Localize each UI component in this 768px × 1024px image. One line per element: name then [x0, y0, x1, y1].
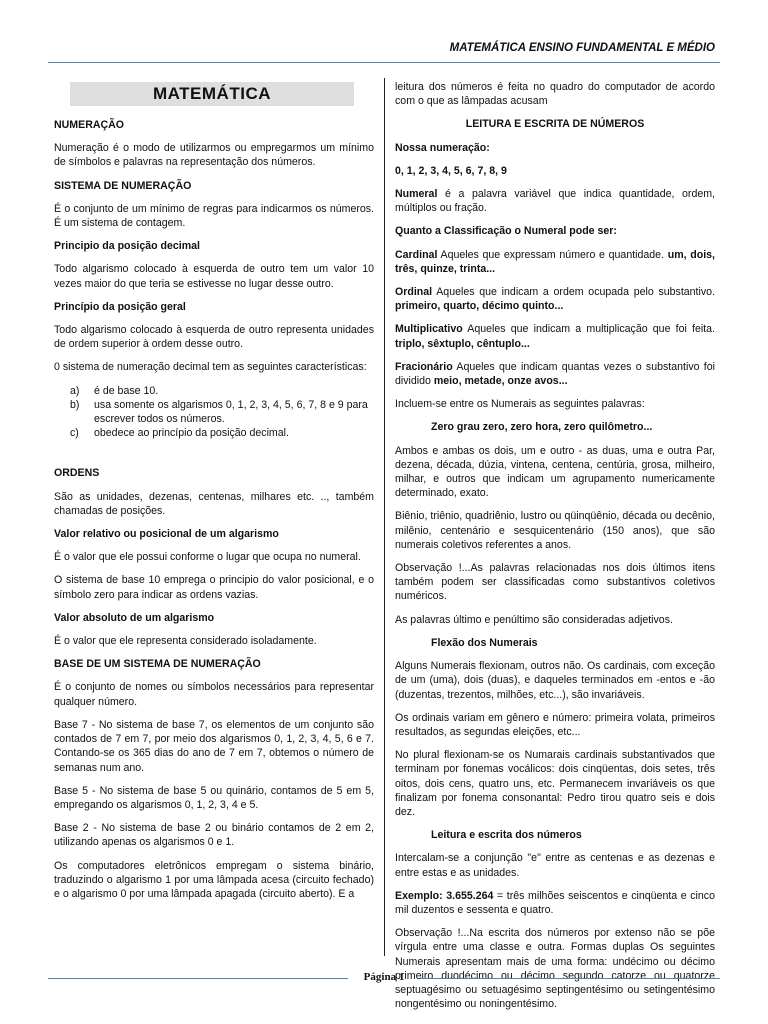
term: Multiplicativo: [395, 323, 463, 336]
paragraph: [395, 248, 715, 276]
definition: Aqueles que indicam a ordem ocupada pelo substantivo.: [432, 286, 715, 299]
examples: primeiro, quarto, décimo quinto...: [395, 300, 564, 313]
list-item-text: é de base 10.: [94, 384, 159, 397]
term: Ordinal: [395, 286, 433, 299]
paragraph: 0 sistema de numeração decimal tem as seguintes características:: [54, 361, 367, 374]
examples: meio, metade, onze avos...: [433, 375, 568, 388]
paragraph: É o valor que ele representa considerado isoladamente.: [54, 635, 317, 648]
paragraph: Observação !...As palavras relacionadas nos dois últimos itens também podem ser classificadas como substantivos coletivos numéricos.: [395, 562, 715, 603]
examples: um, dois, três, quinze, trinta...: [395, 248, 715, 275]
column-divider: [384, 78, 385, 956]
paragraph: No plural flexionam-se os Numarais cardinais substantivados que terminam por fonemas vocálicos: dois cinqüentas, dois setes, três oitos, dois cens, quatro uns, etc. Permanecem invariáveis os que finalizam por fonema consonantal: Pedro tirou quatro seis e dois dez.: [395, 749, 715, 818]
main-title: MATEMÁTICA: [70, 82, 354, 106]
paragraph: São as unidades, dezenas, centenas, milhares etc. .., também chamadas de posições.: [54, 490, 374, 517]
list-item-text: usa somente os algarismos 0, 1, 2, 3, 4, 5, 6, 7, 8 e 9 para escrever todos os números.: [94, 398, 368, 426]
paragraph: Observação !...Na escrita dos números por extenso não se põe vírgula entre uma classe e outra. Formas duplas Os seguintes Numerais apresentam mais de uma forma: undécimo ou décimo primeiro duodécimo ou décimo segundo catorze ou quatorze septuagésimo ou setuagésimo septingentésimo ou setingentésimo nongentésimo ou noningentésimo.: [395, 927, 715, 1011]
right-column: [395, 80, 715, 1020]
paragraph: [395, 889, 715, 917]
paragraph: Incluem-se entre os Numerais as seguintes palavras:: [395, 398, 645, 411]
definition: Aqueles que indicam a multiplicação que foi feita.: [462, 323, 715, 336]
list-item: [54, 398, 374, 426]
page-header: [0, 42, 768, 64]
section-heading: BASE DE UM SISTEMA DE NUMERAÇÃO: [54, 658, 261, 671]
section-heading: Leitura e escrita dos números: [431, 829, 582, 842]
section-heading: Principio da posição decimal: [54, 240, 201, 253]
paragraph: Base 2 - No sistema de base 2 ou binário contamos de 2 em 2, utilizando apenas os algarismos 0 e 1.: [54, 822, 374, 849]
section-heading: NUMERAÇÃO: [54, 119, 125, 131]
characteristics-list: [54, 384, 374, 441]
paragraph: Os computadores eletrônicos empregam o sistema binário, traduzindo o algarismo 1 por uma lâmpada acesa (circuito fechado) e o algarismo 0 por uma lâmpada apagada (circuito aberto). E a: [54, 859, 374, 900]
paragraph: Numeração é o modo de utilizarmos ou empregarmos um mínimo de símbolos e palavras na representação dos números.: [54, 142, 374, 169]
list-marker: b): [70, 398, 80, 411]
paragraph: Ambos e ambas os dois, um e outro - as duas, uma e outra Par, dezena, década, dúzia, vintena, centena, centúria, grosa, milheiro, milhar, e outros que indicam um agrupamento numericamente determinado, exato.: [395, 444, 715, 500]
paragraph: É o valor que ele possui conforme o lugar que ocupa no numeral.: [54, 551, 361, 564]
left-column: [54, 80, 374, 910]
paragraph: As palavras último e penúltimo são consideradas adjetivos.: [395, 613, 673, 626]
paragraph: [395, 187, 715, 215]
paragraph: O sistema de base 10 emprega o principio do valor posicional, e o símbolo zero para indicar as ordens vazias.: [54, 574, 374, 601]
section-heading: ORDENS: [54, 467, 100, 480]
paragraph: [395, 360, 715, 388]
digits-line: 0, 1, 2, 3, 4, 5, 6, 7, 8, 9: [395, 164, 507, 177]
section-heading: SISTEMA DE NUMERAÇÃO: [54, 179, 192, 192]
paragraph: [395, 285, 715, 313]
header-rule: [48, 62, 720, 63]
paragraph: Intercalam-se a conjunção "e" entre as centenas e as dezenas e entre estas e as unidades.: [395, 852, 715, 879]
term: Cardinal: [395, 248, 438, 261]
page-footer: [0, 968, 768, 988]
definition: é a palavra variável que indica quantidade, ordem, múltiplos ou fração.: [395, 188, 715, 215]
list-item: [54, 384, 374, 398]
paragraph: Base 7 - No sistema de base 7, os elementos de um conjunto são contados de 7 em 7, por meio dos algarismos 0, 1, 2, 3, 4, 5, 6 e 7. Contando-se os 365 dias do ano de 7 em 7, obtemos o número de semanas num ano.: [54, 718, 374, 774]
paragraph: Todo algarismo colocado à esquerda de outro tem um valor 10 vezes maior do que teria se estivesse no lugar desse outro.: [54, 263, 374, 290]
term: Numeral: [395, 188, 438, 201]
header-title: MATEMÁTICA ENSINO FUNDAMENTAL E MÉDIO: [449, 42, 715, 54]
zero-line: Zero grau zero, zero hora, zero quilômetro...: [431, 421, 653, 434]
section-heading: Nossa numeração:: [395, 141, 490, 154]
paragraph: Todo algarismo colocado à esquerda de outro representa unidades de ordem superior à ordem desse outro.: [54, 324, 374, 351]
example-text: = três milhões seiscentos e cinqüenta e cinco mil duzentos e sessenta e quatro.: [395, 889, 715, 916]
section-heading: Valor relativo ou posicional de um algarismo: [54, 528, 279, 541]
list-marker: a): [70, 384, 80, 397]
section-heading: Princípio da posição geral: [54, 300, 186, 313]
examples: triplo, sêxtuplo, cêntuplo...: [395, 337, 530, 350]
paragraph: Biênio, triênio, quadriênio, lustro ou qüinqüênio, década ou decênio, milênio, centenário e sesquicentenário (150 anos), que são numerais coletivos referentes a anos.: [395, 510, 715, 551]
list-marker: c): [70, 427, 79, 440]
paragraph: Base 5 - No sistema de base 5 ou quinário, contamos de 5 em 5, empregando os algarismos 0, 1, 2, 3, 4 e 5.: [54, 784, 374, 811]
paragraph: É o conjunto de um mínimo de regras para indicarmos os números. É um sistema de contagem.: [54, 202, 374, 230]
definition: Aqueles que expressam número e quantidade.: [437, 248, 668, 261]
section-heading: Quanto a Classificação o Numeral pode ser:: [395, 225, 617, 238]
paragraph: [395, 322, 715, 350]
paragraph: leitura dos números é feita no quadro do computador de acordo com o que as lâmpadas acusam: [395, 81, 715, 108]
paragraph: Alguns Numerais flexionam, outros não. Os cardinais, com exceção de um (uma), dois (duas), e daqueles terminados em -entos e -ão (duzentas, trezentos, milhões, etc...), são invariáveis.: [395, 660, 715, 701]
list-item: [54, 426, 374, 440]
paragraph: Os ordinais variam em gênero e número: primeira volata, primeiros resultados, as segundas eleições, etc...: [395, 711, 715, 738]
paragraph: É o conjunto de nomes ou símbolos necessários para representar qualquer número.: [54, 681, 374, 708]
term: Fracionário: [395, 360, 453, 373]
section-heading: LEITURA E ESCRITA DE NÚMEROS: [465, 118, 645, 131]
page-number: Página 1: [363, 971, 405, 983]
section-heading: Flexão dos Numerais: [431, 636, 538, 649]
list-item-text: obedece ao princípio da posição decimal.: [94, 427, 289, 440]
example-label: Exemplo: 3.655.264: [395, 889, 494, 902]
section-heading: Valor absoluto de um algarismo: [54, 611, 215, 624]
definition: Aqueles que indicam quantas vezes o substantivo foi dividido: [395, 360, 715, 388]
